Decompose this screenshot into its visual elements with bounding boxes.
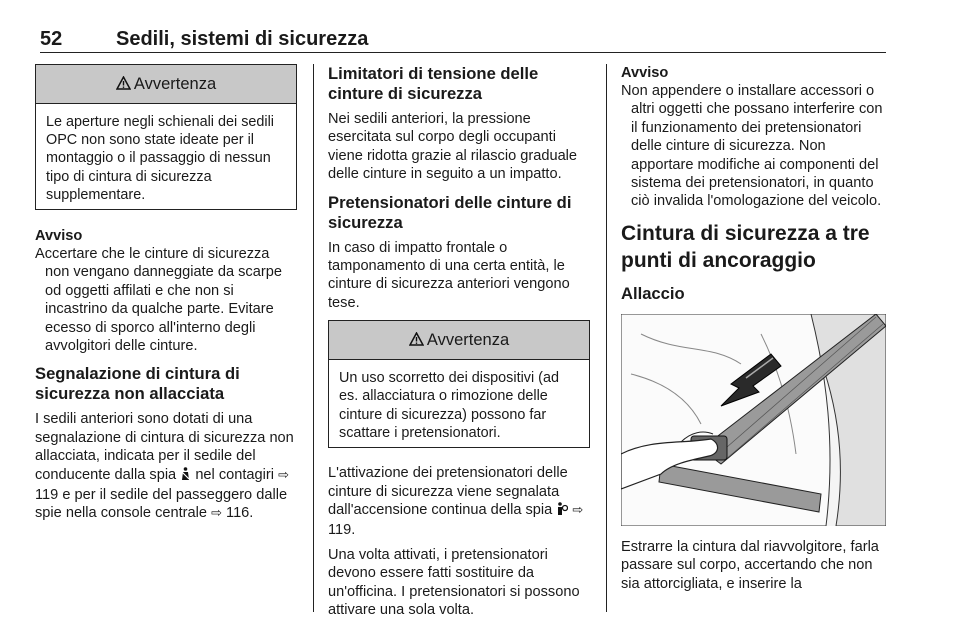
page-ref[interactable]: 116. <box>226 505 254 522</box>
notice-text: Accertare che le cinture di sicurezza non vengano danneggiate da scarpe od oggetti affilati e che non si incastrino da qualche parte. Evitare ecesso di sporco all'interno degli avvolgitori delle cinture. <box>35 246 282 355</box>
page-ref-arrow-icon: ⇨ <box>278 466 289 482</box>
page-ref-arrow-icon: ⇨ <box>572 502 584 518</box>
section-text: I sedili anteriori sono dotati di una segnalazione di cintura di sicurezza non allacciata, indicata per il sedile del conducente dalla spia <box>35 411 294 483</box>
notice-block <box>621 64 886 211</box>
section-paragraph <box>35 410 297 522</box>
seatbelt-illustration <box>621 314 886 526</box>
page-ref[interactable]: 119 <box>35 487 59 504</box>
pretensioner-heading: Pretensionatori delle cinture di sicurezza <box>328 192 572 232</box>
section-text: nel contagiri <box>195 466 275 483</box>
seatbelt-drawing <box>621 314 886 526</box>
page-number: 52 <box>40 28 63 50</box>
column-middle <box>328 64 590 620</box>
pretensioner-text: In caso di impatto frontale o tamponamento di una certa entità, le cinture di sicurezza anteriori vengono tese. <box>328 239 570 311</box>
warning-header <box>329 321 589 360</box>
sub-heading: Allaccio <box>621 283 685 303</box>
warning-label: Avvertenza <box>133 74 217 93</box>
warning-triangle-icon <box>116 76 131 93</box>
limiter-text: Nei sedili anteriori, la pressione esercitata sul corpo degli occupanti viene ridotta grazie al rilascio graduale delle cinture in seguito a un impatto. <box>328 111 578 183</box>
notice-text: Non appendere o installare accessori o altri oggetti che possano interferire con il funzionamento dei pretensionatori delle cinture di sicurezza. Non apportare modifiche ai componenti del sistema dei pretensionatori, in quanto ciò invalida l'omologazione del veicolo. <box>621 83 883 210</box>
activation-paragraph <box>328 464 590 540</box>
warning-label: Avvertenza <box>426 330 510 349</box>
page-ref[interactable]: 119. <box>328 522 356 539</box>
notice-title: Avviso <box>621 65 669 81</box>
replace-text: Una volta attivati, i pretensionatori devono essere fatti sostituire da un'officina. I pretensionatori si possono attivare una sola volta. <box>328 546 580 619</box>
page-ref-arrow-icon: ⇨ <box>211 505 222 521</box>
warning-triangle-icon <box>409 332 424 349</box>
section-heading: Segnalazione di cintura di sicurezza non allacciata <box>35 364 240 404</box>
notice-block <box>35 227 297 355</box>
running-title: Sedili, sistemi di sicurezza <box>116 28 369 50</box>
warning-text: Un uso scorretto dei dispositivi (ad es. allacciatura o rimozione delle cinture di sicurezza) possono far scattare i pretensionatori. <box>339 370 559 441</box>
seatbelt-warning-icon <box>180 467 191 486</box>
warning-box <box>328 320 590 448</box>
column-divider <box>606 64 607 612</box>
page-header <box>40 26 886 53</box>
section-text: e per il sedile del passeggero dalle spie nella console centrale <box>35 487 288 522</box>
warning-box <box>35 64 297 210</box>
notice-title: Avviso <box>35 228 83 244</box>
column-left <box>35 64 297 523</box>
main-heading: Cintura di sicurezza a tre punti di ancoraggio <box>621 221 870 272</box>
activation-text: L'attivazione dei pretensionatori delle cinture di sicurezza viene segnalata dall'accensione continua della spia <box>328 465 568 519</box>
limiter-heading: Limitatori di tensione delle cinture di sicurezza <box>328 64 539 103</box>
warning-text: Le aperture negli schienali dei sedili OPC non sono state ideate per il montaggio o il passaggio di nessun tipo di cintura di sicurezza supplementare. <box>46 114 274 203</box>
airbag-pretensioner-icon <box>556 502 568 521</box>
column-right <box>621 64 886 593</box>
warning-header <box>36 65 296 104</box>
caption-text: Estrarre la cintura dal riavvolgitore, farla passare sul corpo, accertando che non sia attorcigliata, e inserire la <box>621 538 879 592</box>
column-divider <box>313 64 314 612</box>
